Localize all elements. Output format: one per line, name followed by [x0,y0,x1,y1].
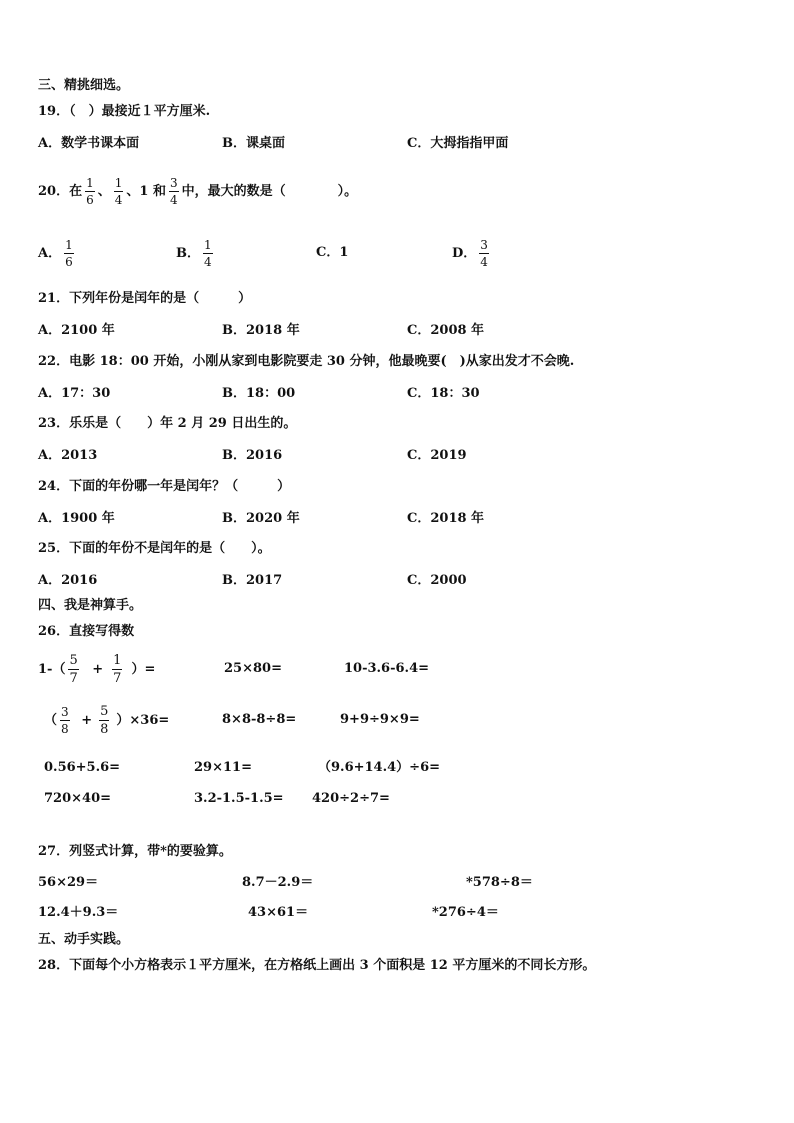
q25-option-b: B．2017 [222,573,283,588]
q25-stem: 25．下面的年份不是闰年的是（ ）。 [38,541,271,556]
q22-stem: 22．电影 18：00 开始，小刚从家到电影院要走 30 分钟，他最晚要( )从家出发才不会晚. [38,354,575,369]
q27-row1-a: 56×29＝ [38,875,99,890]
q26-row3-a: 0.56+5.6= [44,760,121,775]
q20-pre: 20．在 [38,184,83,199]
q22-option-a: A．17：30 [38,386,111,401]
q19-stem: 19．（ ）最接近１平方厘米. [38,104,211,119]
fraction: $\frac{1}{4}$ [114,176,123,207]
q20-sep: 、 [97,184,111,199]
q23-option-a: A．2013 [38,448,98,463]
q20-option-a: A． $\frac{1}{6}$ [38,238,73,269]
q22-option-b: B．18：00 [222,386,296,401]
q22-option-c: C．18：30 [407,386,480,401]
q26-row4-a: 720×40= [44,791,112,806]
q24-option-c: C．2018 年 [407,511,485,526]
q27-title: 27．列竖式计算，带*的要验算。 [38,844,232,859]
q25-option-c: C．2000 [407,573,467,588]
section-3-heading: 三、精挑细选。 [38,78,130,93]
q20-option-b: B． $\frac{1}{4}$ [176,238,212,269]
q27-row2-c: *276÷4＝ [432,905,499,920]
q20-stem [38,176,357,207]
q20-option-c: C．1 [316,245,349,260]
q21-option-c: C．2008 年 [407,323,485,338]
fraction: $\frac{1}{4}$ [204,238,212,269]
q26-row3-b: 29×11= [194,760,252,775]
q23-option-b: B．2016 [222,448,283,463]
q26-row1-c: 10-3.6-6.4= [344,661,430,676]
q26-row2-c: 9+9÷9×9= [340,712,420,727]
q24-option-b: B．2020 年 [222,511,300,526]
fraction: $\frac{3}{8}$ [61,705,69,736]
q26-row3-c: （9.6+14.4）÷6= [318,760,441,775]
section-5-heading: 五、动手实践。 [38,932,130,947]
fraction: $\frac{5}{8}$ [100,704,109,737]
fraction: $\frac{1}{6}$ [86,176,94,207]
q27-row1-b: 8.7－2.9＝ [242,875,314,890]
q24-stem: 24．下面的年份哪一年是闰年？（ ） [38,479,291,494]
fraction: $\frac{3}{4}$ [169,176,178,207]
q20-mid: 、1 和 [126,184,166,199]
q21-option-a: A．2100 年 [38,323,115,338]
q27-row2-b: 43×61＝ [248,905,309,920]
fraction: $\frac{5}{7}$ [69,653,78,686]
q25-option-a: A．2016 [38,573,98,588]
q26-row2-a: （ $\frac{3}{8}$ + $\frac{5}{8}$ ）×36= [44,704,170,737]
q26-title: 26．直接写得数 [38,624,135,639]
q19-option-b: B．课桌面 [222,136,285,151]
q20-option-d: D． $\frac{3}{4}$ [452,238,488,269]
q20-post: 中，最大的数是（ ）。 [181,184,358,199]
q21-stem: 21．下列年份是闰年的是（ ） [38,291,252,306]
q24-option-a: A．1900 年 [38,511,115,526]
q26-row4-c: 420÷2÷7= [312,791,390,806]
q26-row1-b: 25×80= [224,661,282,676]
q26-row4-b: 3.2-1.5-1.5= [194,791,284,806]
q27-row1-c: *578÷8＝ [466,875,533,890]
q19-option-a: A．数学书课本面 [38,136,140,151]
q26-row1-a: 1-（ $\frac{5}{7}$ + $\frac{1}{7}$ ）= [38,653,156,686]
q26-row2-b: 8×8-8÷8= [222,712,297,727]
q21-option-b: B．2018 年 [222,323,300,338]
fraction: $\frac{3}{4}$ [480,238,488,269]
fraction: $\frac{1}{6}$ [65,238,73,269]
fraction: $\frac{1}{7}$ [113,653,122,686]
section-4-heading: 四、我是神算手。 [38,598,143,613]
q19-option-c: C．大拇指指甲面 [407,136,509,151]
q23-option-c: C．2019 [407,448,467,463]
q28-stem: 28．下面每个小方格表示１平方厘米，在方格纸上画出 3 个面积是 12 平方厘米的不同长方形。 [38,958,596,973]
q27-row2-a: 12.4＋9.3＝ [38,905,119,920]
q23-stem: 23．乐乐是（ ）年 2 月 29 日出生的。 [38,416,297,431]
